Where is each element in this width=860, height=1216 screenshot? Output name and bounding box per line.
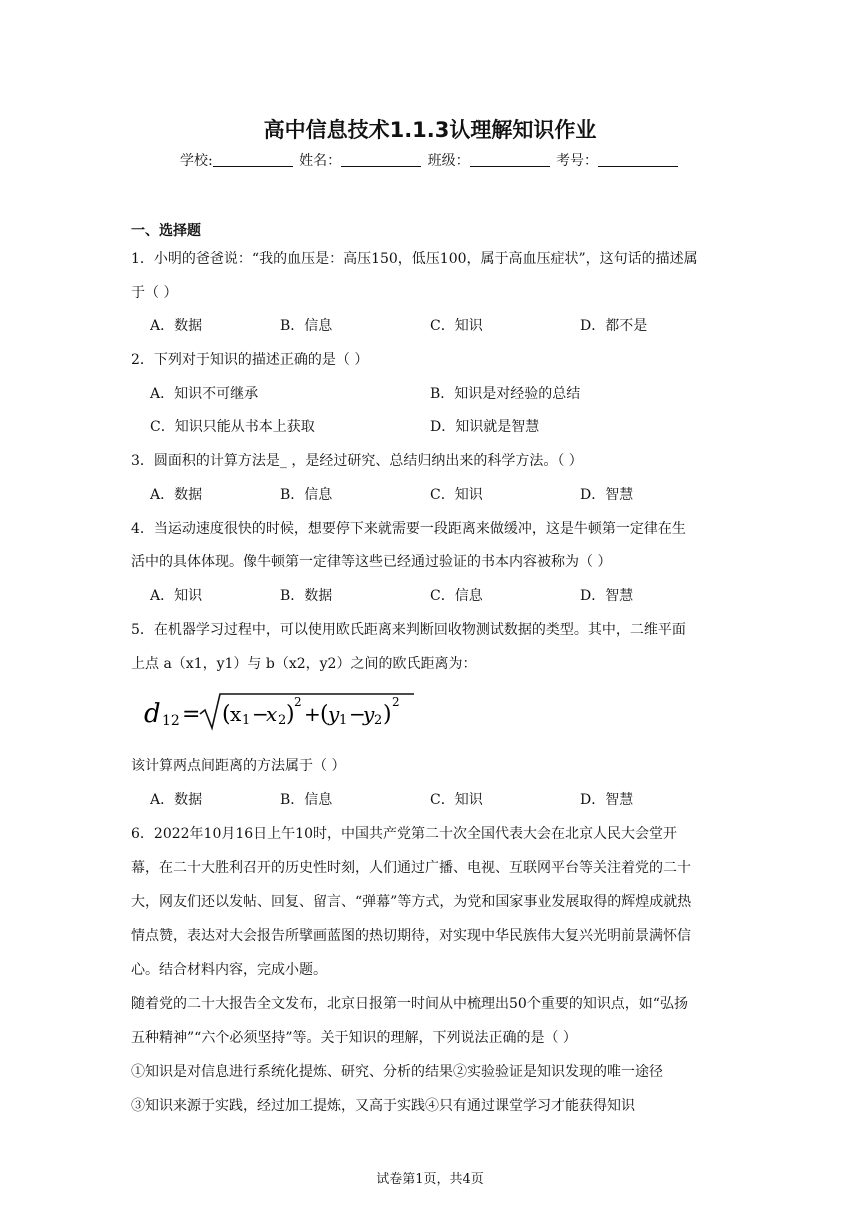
svg-text:(: ( — [320, 702, 329, 727]
q6-line: ③知识来源于实践，经过加工提炼，又高于实践④只有通过课堂学习才能获得知识 — [131, 1098, 635, 1114]
q4-line2: 活中的具体体现。像牛顿第一定律等这些已经通过验证的书本内容被称为（ ） — [131, 554, 612, 570]
q6-line: 6．2022年10月16日上午10时，中国共产党第二十次全国代表大会在北京人民大会堂开 — [131, 826, 677, 842]
formula-y2: y — [363, 702, 375, 726]
page-footer: 试卷第1页，共4页 — [376, 1172, 484, 1187]
formula-lhs-sub: 12 — [162, 713, 180, 729]
q6-line: 幕，在二十大胜利召开的历史性时刻，人们通过广播、电视、互联网平台等关注着党的二十 — [131, 860, 691, 876]
q5-line1: 5．在机器学习过程中，可以使用欧氏距离来判断回收物测试数据的类型。其中，二维平面 — [131, 622, 686, 638]
q3-option-c: C．知识 — [430, 487, 483, 503]
exam-number-label: 考号： — [556, 153, 599, 169]
q1-line2: 于（ ） — [131, 285, 178, 301]
formula-minus-1: − — [252, 702, 269, 726]
class-label: 班级： — [427, 153, 470, 169]
svg-text:): ) — [286, 702, 295, 727]
name-label: 姓名： — [299, 153, 342, 169]
section-heading: 一、选择题 — [131, 223, 201, 239]
page-title: 高中信息技术1.1.3认理解知识作业 — [263, 118, 597, 142]
formula-exp-2: 2 — [392, 695, 400, 709]
formula-x1-sub: 1 — [242, 713, 251, 728]
q1-option-b: B．信息 — [280, 318, 333, 334]
formula-x2-sub: 2 — [278, 713, 287, 728]
q1-line1: 1．小明的爸爸说：“我的血压是：高压150，低压100，属于高血压症状”，这句话的描述属 — [131, 251, 698, 267]
q3-line1: 3．圆面积的计算方法是_ ，是经过研究、总结归纳出来的科学方法。（ ） — [131, 453, 583, 469]
q3-option-d: D．智慧 — [580, 487, 634, 503]
q4-option-c: C．信息 — [430, 588, 483, 604]
q5-line2: 上点 a（x1，y1）与 b（x2，y2）之间的欧氏距离为： — [131, 656, 477, 672]
formula-lhs: d — [144, 699, 161, 729]
formula-y1: y — [328, 702, 340, 726]
formula-exp-1: 2 — [294, 695, 302, 709]
q4-option-d: D．智慧 — [580, 588, 634, 604]
q2-option-d: D．知识就是智慧 — [430, 419, 540, 435]
q4-line1: 4．当运动速度很快的时候，想要停下来就需要一段距离来做缓冲，这是牛顿第一定律在生 — [131, 521, 686, 537]
formula-plus: + — [304, 702, 321, 726]
q2-option-c: C．知识只能从书本上获取 — [150, 419, 315, 435]
q6-line: 心。结合材料内容，完成小题。 — [131, 962, 327, 978]
q5-option-a: A．数据 — [150, 792, 203, 808]
formula-x1: x — [230, 702, 242, 726]
q4-option-b: B．数据 — [280, 588, 333, 604]
euclidean-distance-formula — [142, 690, 422, 732]
exam-number-blank[interactable] — [598, 152, 678, 167]
q1-option-d: D．都不是 — [580, 318, 648, 334]
class-blank[interactable] — [470, 152, 550, 167]
svg-text:(: ( — [222, 702, 231, 727]
q6-line: 情点赞，表达对大会报告所擘画蓝图的热切期待，对实现中华民族伟大复兴光明前景满怀信 — [131, 928, 691, 944]
name-blank[interactable] — [341, 152, 421, 167]
formula-equals: = — [182, 702, 201, 727]
formula-y2-sub: 2 — [374, 713, 383, 728]
q5-line3: 该计算两点间距离的方法属于（ ） — [131, 758, 346, 774]
formula-x2: x — [266, 702, 278, 726]
q4-option-a: A．知识 — [150, 588, 203, 604]
q5-option-d: D．智慧 — [580, 792, 634, 808]
student-info-line — [0, 150, 860, 170]
q2-option-b: B．知识是对经验的总结 — [430, 386, 581, 402]
q6-line: ①知识是对信息进行系统化提炼、研究、分析的结果②实验验证是知识发现的唯一途径 — [131, 1064, 663, 1080]
q5-option-b: B．信息 — [280, 792, 333, 808]
q3-option-b: B．信息 — [280, 487, 333, 503]
q6-line: 五种精神”“六个必须坚持”等。关于知识的理解，下列说法正确的是（ ） — [131, 1030, 577, 1046]
q1-option-c: C．知识 — [430, 318, 483, 334]
q3-option-a: A．数据 — [150, 487, 203, 503]
formula-minus-2: − — [349, 702, 366, 726]
school-label: 学校: — [179, 153, 213, 169]
q6-line: 随着党的二十大报告全文发布，北京日报第一时间从中梳理出50个重要的知识点，如“弘扬 — [131, 996, 688, 1012]
svg-text:): ) — [383, 702, 392, 727]
q1-option-a: A．数据 — [150, 318, 203, 334]
q2-line1: 2．下列对于知识的描述正确的是（ ） — [131, 352, 369, 368]
formula-y1-sub: 1 — [339, 713, 348, 728]
q5-option-c: C．知识 — [430, 792, 483, 808]
school-blank[interactable] — [213, 152, 293, 167]
q2-option-a: A．知识不可继承 — [150, 386, 259, 402]
q6-line: 大，网友们还以发帖、回复、留言、“弹幕”等方式，为党和国家事业发展取得的辉煌成就热 — [131, 894, 692, 910]
